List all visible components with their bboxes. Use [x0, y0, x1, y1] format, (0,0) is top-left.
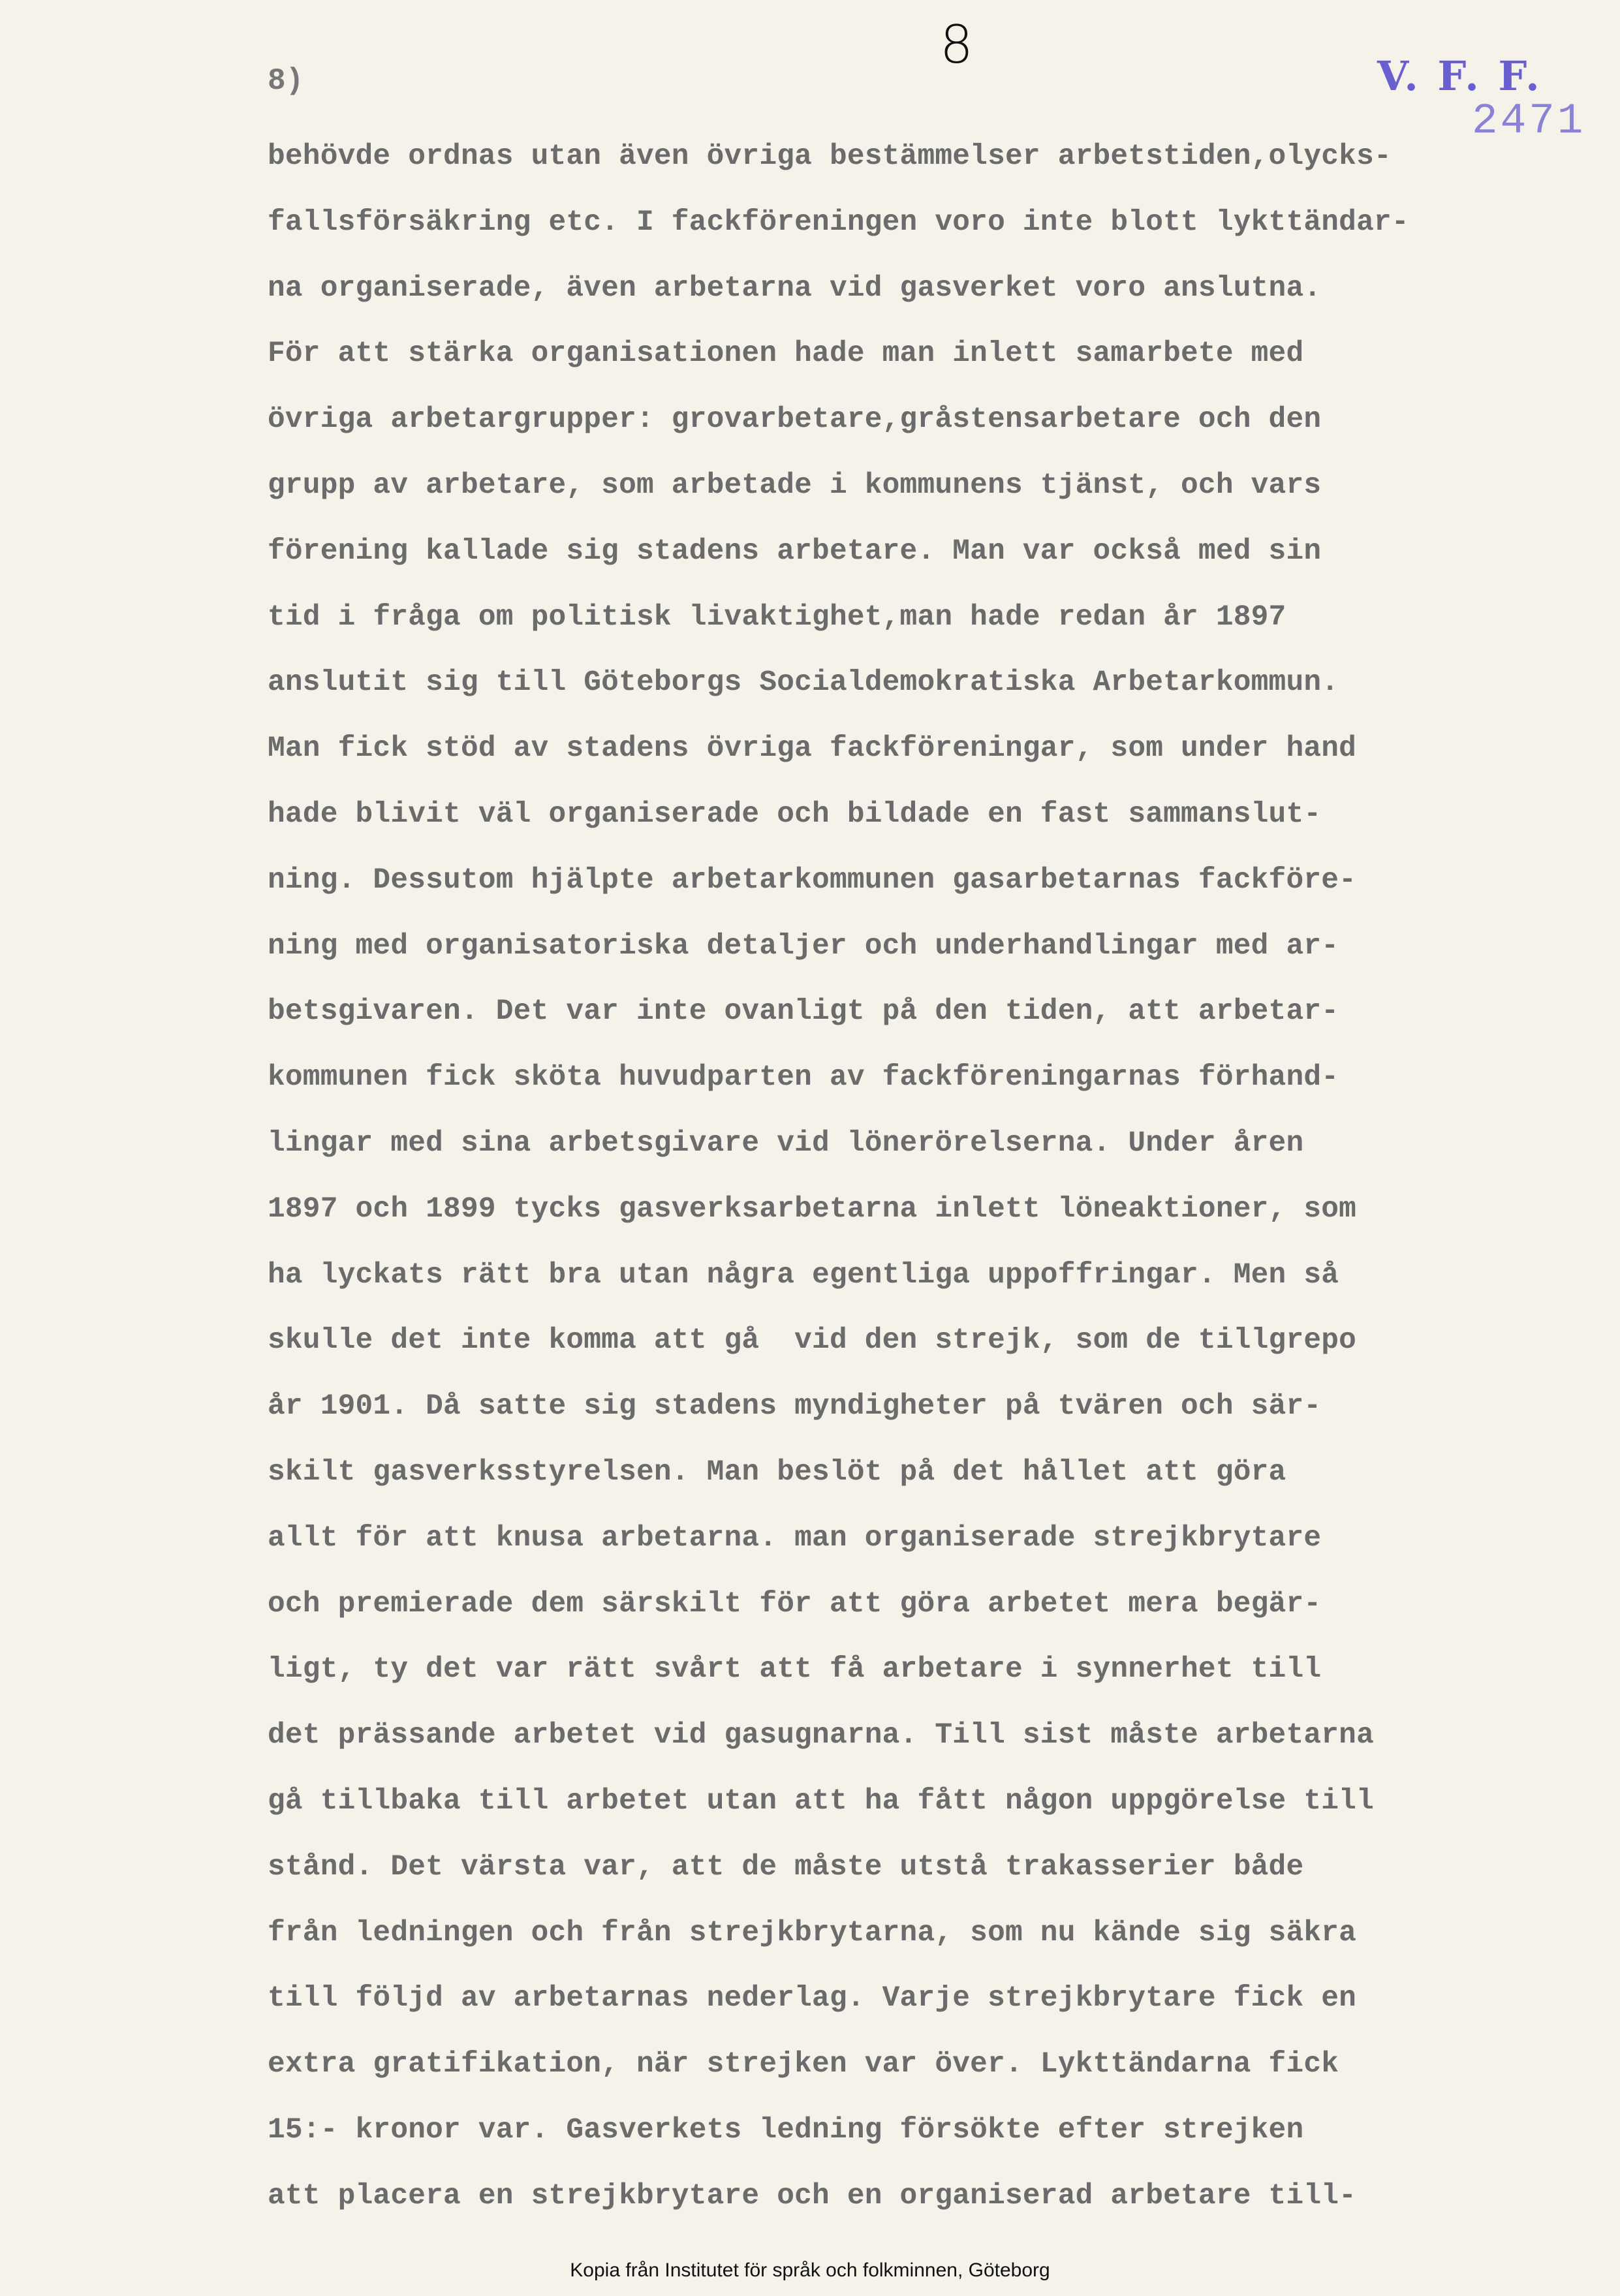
archive-stamp-letters: V. F. F.: [1377, 52, 1542, 100]
text-line: kommunen fick sköta huvudparten av fackföreningarnas förhand-: [268, 1061, 1339, 1094]
text-line: anslutit sig till Göteborgs Socialdemokratiska Arbetarkommun.: [268, 666, 1339, 700]
text-line: fallsförsäkring etc. I fackföreningen voro inte blott lykttändar-: [268, 206, 1409, 239]
text-line: behövde ordnas utan även övriga bestämmelser arbetstiden,olycks-: [268, 140, 1392, 173]
typed-body-text: [268, 124, 1540, 2229]
text-line: För att stärka organisationen hade man inlett samarbete med: [268, 337, 1304, 371]
text-line: ning med organisatoriska detaljer och underhandlingar med ar-: [268, 929, 1339, 963]
archive-stamp-number: 2471: [1472, 97, 1586, 146]
text-line: grupp av arbetare, som arbetade i kommunens tjänst, och vars: [268, 469, 1322, 502]
text-line: det prässande arbetet vid gasugnarna. Till sist måste arbetarna: [268, 1719, 1374, 1752]
archive-footer: Kopia från Institutet för språk och folkminnen, Göteborg: [570, 2259, 1050, 2281]
text-line: ning. Dessutom hjälpte arbetarkommunen gasarbetarnas fackföre-: [268, 863, 1357, 897]
text-line: Man fick stöd av stadens övriga fackföreningar, som under hand: [268, 732, 1357, 766]
text-line: hade blivit väl organiserade och bildade en fast sammanslut-: [268, 798, 1322, 831]
text-line: ligt, ty det var rätt svårt att få arbetare i synnerhet till: [268, 1653, 1322, 1686]
text-line: ha lyckats rätt bra utan några egentliga uppoffringar. Men så: [268, 1258, 1339, 1292]
text-line: 1897 och 1899 tycks gasverksarbetarna inlett löneaktioner, som: [268, 1192, 1357, 1226]
text-line: betsgivaren. Det var inte ovanligt på den tiden, att arbetar-: [268, 995, 1339, 1029]
text-line: na organiserade, även arbetarna vid gasverket voro anslutna.: [268, 271, 1322, 305]
text-line: förening kallade sig stadens arbetare. Man var också med sin: [268, 535, 1322, 568]
section-marker: 8): [268, 64, 304, 98]
text-line: stånd. Det värsta var, att de måste utstå trakasserier både: [268, 1850, 1304, 1884]
text-line: skulle det inte komma att gå vid den strejk, som de tillgrepo: [268, 1324, 1357, 1357]
text-line: tid i fråga om politisk livaktighet,man hade redan år 1897: [268, 600, 1286, 634]
text-line: och premierade dem särskilt för att göra arbetet mera begär-: [268, 1587, 1322, 1621]
text-line: skilt gasverksstyrelsen. Man beslöt på det hållet att göra: [268, 1455, 1286, 1489]
text-line: till följd av arbetarnas nederlag. Varje strejkbrytare fick en: [268, 1982, 1357, 2015]
page-number: 8: [940, 14, 973, 75]
text-line: övriga arbetargrupper: grovarbetare,gråstensarbetare och den: [268, 403, 1322, 437]
text-line: allt för att knusa arbetarna. man organiserade strejkbrytare: [268, 1521, 1322, 1555]
text-line: år 1901. Då satte sig stadens myndigheter på tvären och sär-: [268, 1390, 1322, 1423]
text-line: extra gratifikation, när strejken var över. Lykttändarna fick: [268, 2048, 1339, 2081]
text-line: från ledningen och från strejkbrytarna, som nu kände sig säkra: [268, 1916, 1357, 1949]
text-line: lingar med sina arbetsgivare vid lönerörelserna. Under åren: [268, 1126, 1304, 1160]
text-line: att placera en strejkbrytare och en organiserad arbetare till-: [268, 2179, 1357, 2212]
text-line: gå tillbaka till arbetet utan att ha fått någon uppgörelse till: [268, 1784, 1374, 1818]
text-line: 15:- kronor var. Gasverkets ledning försökte efter strejken: [268, 2113, 1304, 2147]
